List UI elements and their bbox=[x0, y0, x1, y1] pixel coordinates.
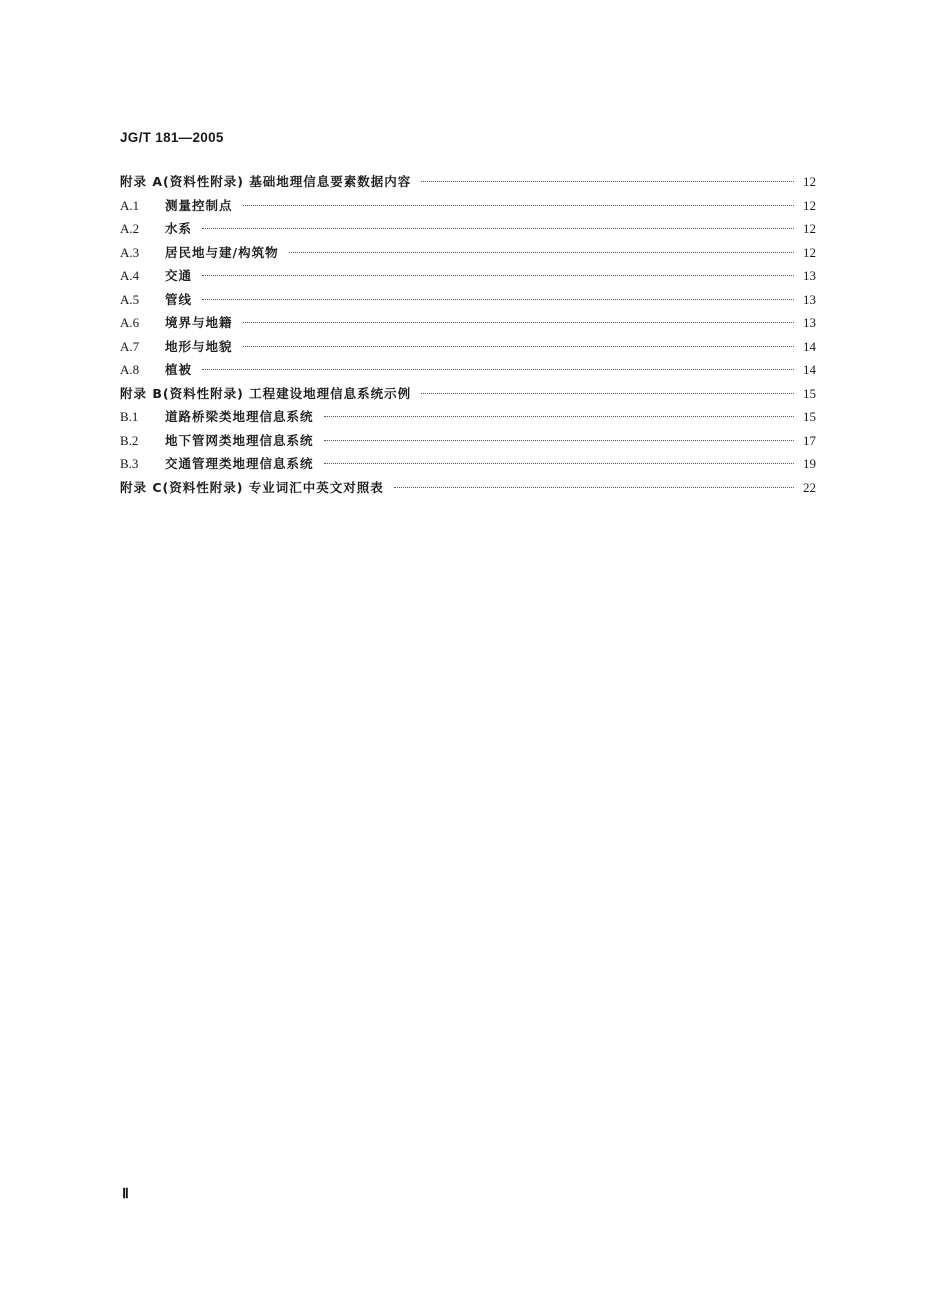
toc-entry-number: A.5 bbox=[120, 291, 140, 307]
toc-dot-leader bbox=[202, 228, 794, 229]
toc-appendix-entry[interactable] bbox=[120, 476, 816, 500]
toc-entry-title: 附录 A(资料性附录) 基础地理信息要素数据内容 bbox=[120, 174, 412, 189]
toc-entry-page: 22 bbox=[803, 479, 816, 495]
toc-dot-leader bbox=[324, 463, 794, 464]
toc-entry-page: 15 bbox=[803, 385, 816, 401]
toc-entry-page: 13 bbox=[803, 315, 816, 330]
toc-entry-page: 15 bbox=[803, 409, 816, 424]
toc-entry-number: B.2 bbox=[120, 432, 139, 448]
toc-entry-page: 19 bbox=[803, 456, 816, 471]
toc-entry-title: 植被 bbox=[165, 362, 193, 377]
toc-dot-leader bbox=[324, 440, 794, 441]
toc-entry-page: 13 bbox=[803, 291, 816, 307]
toc-dot-leader bbox=[324, 416, 794, 417]
toc-entry-page: 13 bbox=[803, 268, 816, 283]
toc-appendix-entry[interactable] bbox=[120, 382, 816, 406]
toc-section-entry[interactable] bbox=[120, 194, 816, 218]
toc-entry-title: 地形与地貌 bbox=[165, 338, 233, 354]
toc-section-entry[interactable] bbox=[120, 358, 816, 382]
toc-entry-title: 附录 C(资料性附录) 专业词汇中英文对照表 bbox=[120, 479, 384, 495]
toc-section-entry[interactable] bbox=[120, 429, 816, 453]
toc-entry-title: 道路桥梁类地理信息系统 bbox=[165, 409, 314, 424]
toc-entry-number: A.3 bbox=[120, 244, 140, 260]
toc-entry-page: 12 bbox=[803, 221, 816, 236]
toc-entry-page: 12 bbox=[803, 244, 816, 260]
toc-dot-leader bbox=[243, 322, 794, 323]
toc-section-entry[interactable] bbox=[120, 405, 816, 429]
toc-section-entry[interactable] bbox=[120, 311, 816, 335]
toc-entry-number: B.3 bbox=[120, 456, 139, 471]
toc-entry-title: 境界与地籍 bbox=[165, 315, 233, 330]
toc-entry-number: A.4 bbox=[120, 268, 140, 283]
toc-appendix-entry[interactable] bbox=[120, 170, 816, 194]
toc-entry-number: B.1 bbox=[120, 409, 139, 424]
standard-code: JG/T 181—2005 bbox=[120, 130, 224, 145]
toc-section-entry[interactable] bbox=[120, 288, 816, 312]
toc-entry-page: 12 bbox=[803, 174, 816, 189]
toc-entry-page: 12 bbox=[803, 197, 816, 213]
toc-entry-page: 14 bbox=[803, 338, 816, 354]
toc-dot-leader bbox=[202, 299, 794, 300]
page-number: Ⅱ bbox=[122, 1187, 129, 1202]
toc-dot-leader bbox=[243, 346, 794, 347]
toc-entry-page: 14 bbox=[803, 362, 816, 377]
toc-entry-title: 地下管网类地理信息系统 bbox=[165, 432, 314, 448]
toc-entry-title: 交通管理类地理信息系统 bbox=[165, 456, 314, 471]
toc-dot-leader bbox=[202, 369, 794, 370]
toc-dot-leader bbox=[394, 487, 794, 488]
toc-entry-title: 测量控制点 bbox=[165, 197, 233, 213]
toc-dot-leader bbox=[243, 205, 794, 206]
toc-section-entry[interactable] bbox=[120, 264, 816, 288]
toc-entry-title: 管线 bbox=[165, 291, 193, 307]
toc-dot-leader bbox=[289, 252, 794, 253]
toc-section-entry[interactable] bbox=[120, 452, 816, 476]
toc-entry-number: A.6 bbox=[120, 315, 140, 330]
toc-entry-page: 17 bbox=[803, 432, 816, 448]
toc-dot-leader bbox=[421, 181, 794, 182]
toc-entry-title: 水系 bbox=[165, 221, 193, 236]
toc-entry-number: A.8 bbox=[120, 362, 140, 377]
toc-section-entry[interactable] bbox=[120, 241, 816, 265]
toc-section-entry[interactable] bbox=[120, 217, 816, 241]
toc-entry-title: 居民地与建/构筑物 bbox=[165, 244, 279, 260]
toc-entry-number: A.7 bbox=[120, 338, 140, 354]
toc-entry-title: 交通 bbox=[165, 268, 193, 283]
toc-entry-title: 附录 B(资料性附录) 工程建设地理信息系统示例 bbox=[120, 385, 412, 401]
table-of-contents bbox=[120, 170, 816, 499]
toc-section-entry[interactable] bbox=[120, 335, 816, 359]
toc-entry-number: A.2 bbox=[120, 221, 140, 236]
toc-dot-leader bbox=[421, 393, 794, 394]
toc-dot-leader bbox=[202, 275, 794, 276]
toc-entry-number: A.1 bbox=[120, 197, 140, 213]
